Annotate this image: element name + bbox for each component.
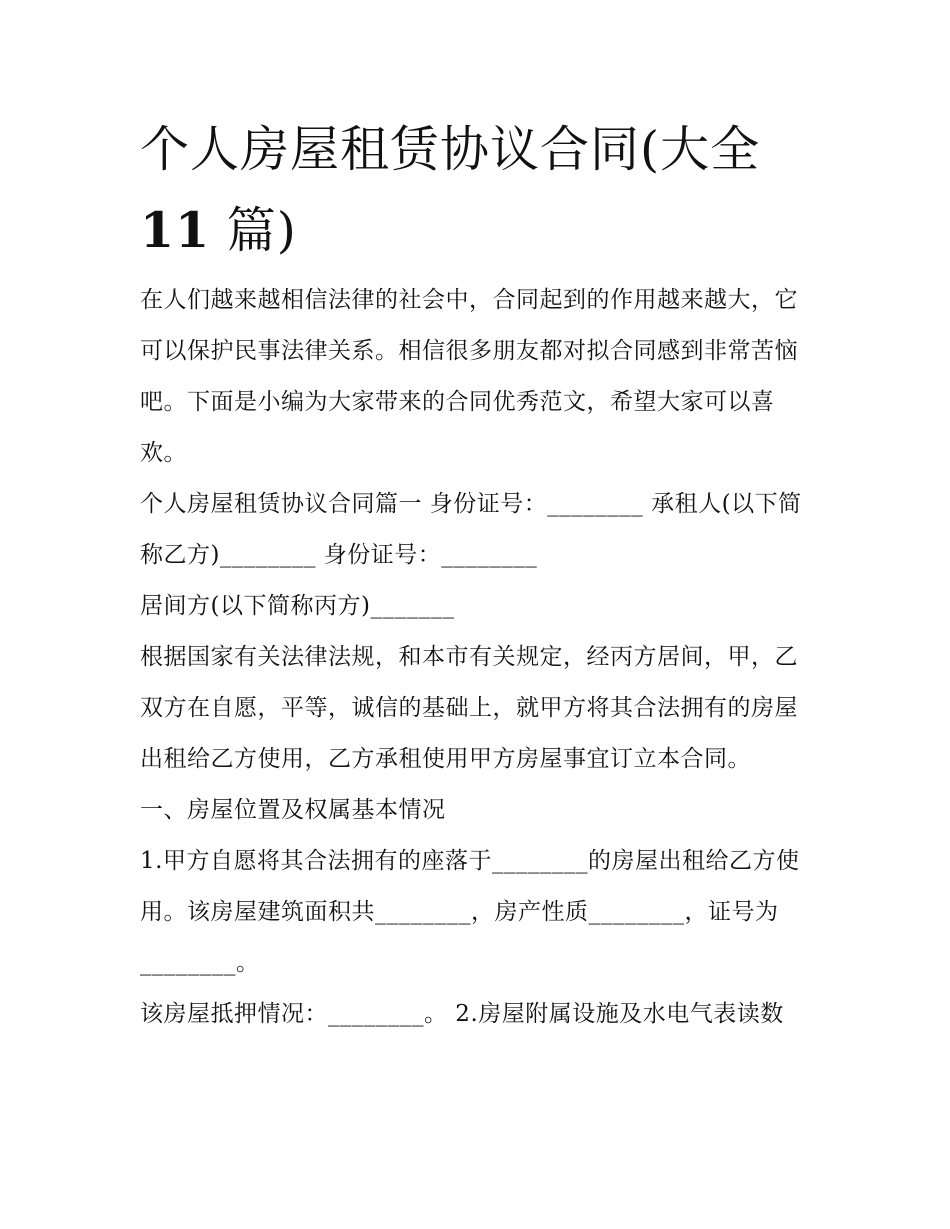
paragraph-clause-1: 1.甲方自愿将其合法拥有的座落于________的房屋出租给乙方使用。该房屋建筑面积共________，房产性质________，证号为________。 xyxy=(140,848,800,976)
document-body xyxy=(140,275,815,1040)
title-line-1: 个人房屋租赁协议合同(大全 xyxy=(140,121,761,178)
title-line-2-rest: 篇) xyxy=(226,202,297,259)
document-title xyxy=(140,110,820,271)
paragraph-intermediary: 居间方(以下简称丙方)_______ xyxy=(140,593,455,619)
paragraph-intro: 在人们越来越相信法律的社会中，合同起到的作用越来越大，它可以保护民事法律关系。相信很多朋友都对拟合同感到非常苦恼吧。下面是小编为大家带来的合同优秀范文，希望大家可以喜欢。 xyxy=(140,287,798,466)
paragraph-mortgage: 该房屋抵押情况：________。 2.房屋附属设施及水电气表读数 xyxy=(140,1001,784,1027)
paragraph-parties: 个人房屋租赁协议合同篇一 身份证号：________ 承租人(以下简称乙方)________ 身份证号：________ xyxy=(140,491,802,568)
title-number: 11 xyxy=(140,201,211,259)
paragraph-basis: 根据国家有关法律法规，和本市有关规定，经丙方居间，甲，乙双方在自愿，平等，诚信的基础上，就甲方将其合法拥有的房屋出租给乙方使用，乙方承租使用甲方房屋事宜订立本合同。 xyxy=(140,644,798,772)
section-heading-1: 一、房屋位置及权属基本情况 xyxy=(140,797,446,823)
